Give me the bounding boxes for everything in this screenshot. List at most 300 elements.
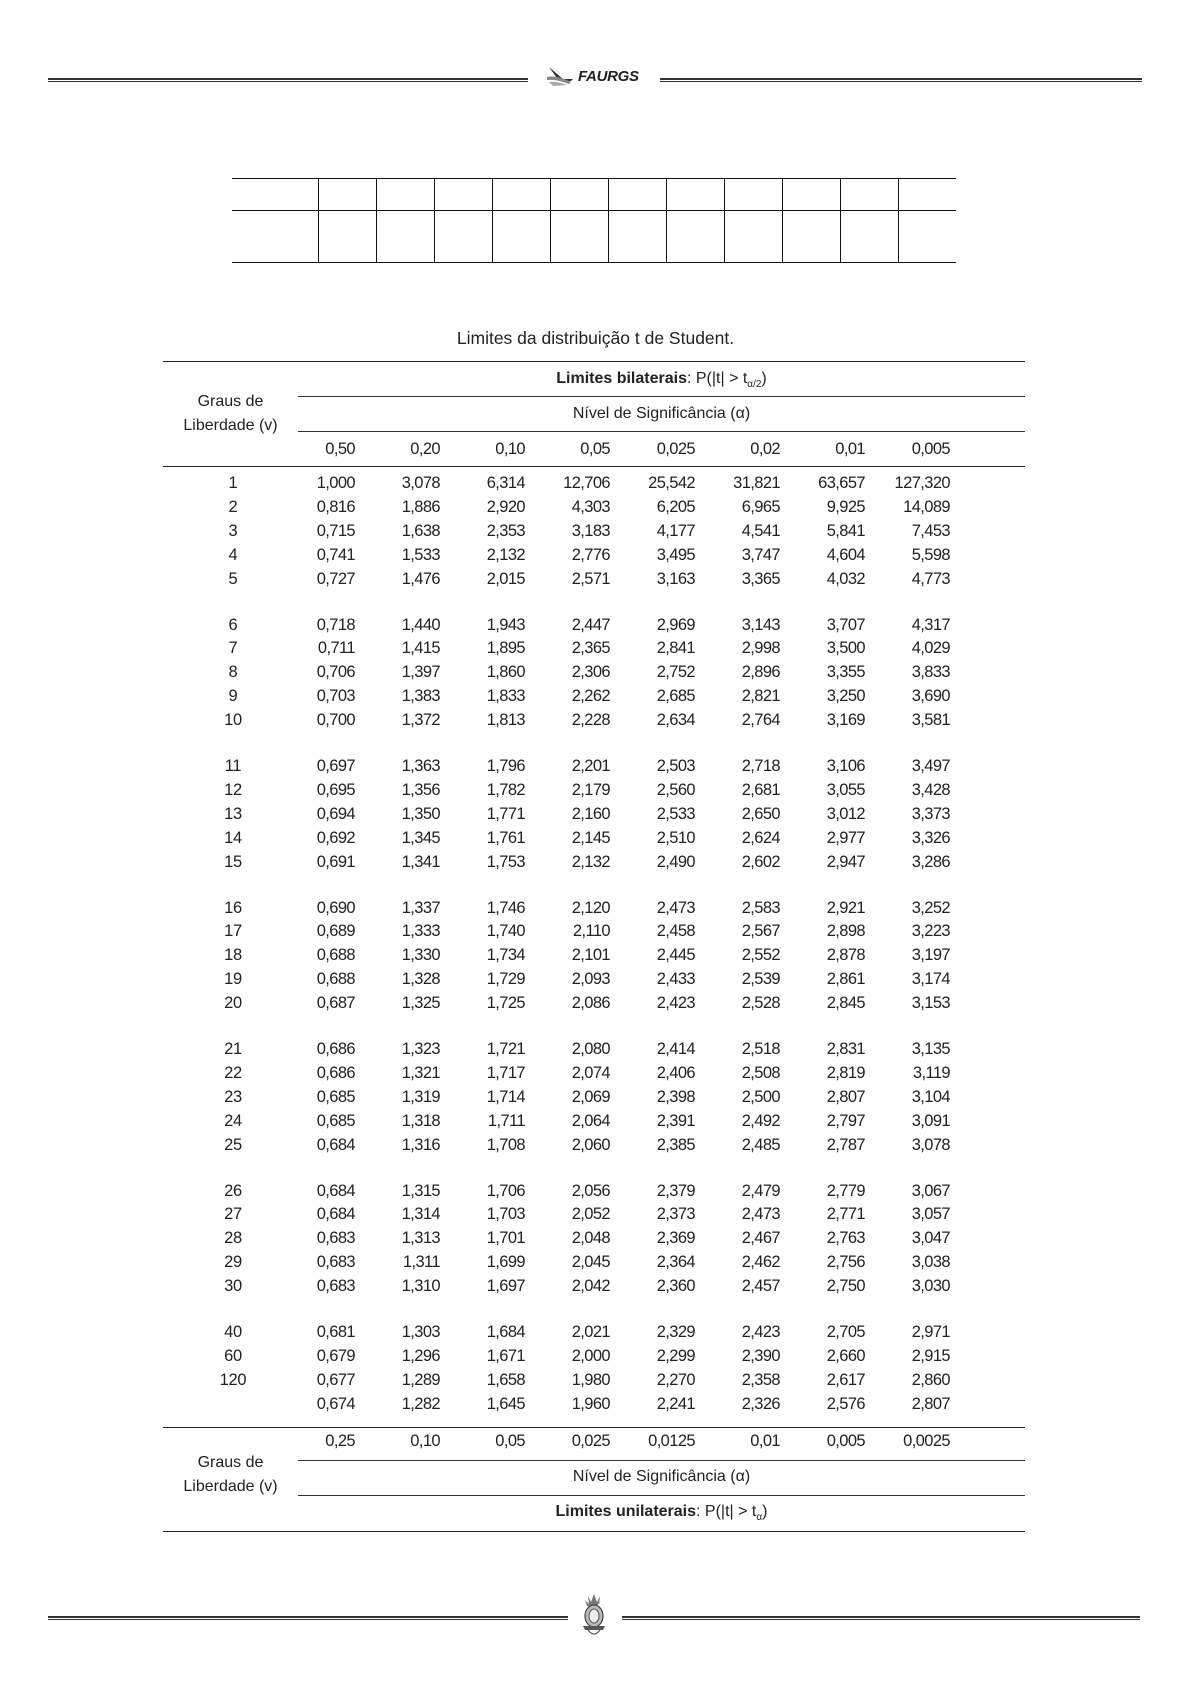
cell: 2,015 [486,569,525,588]
cell: 2,771 [826,1205,865,1224]
cell: 3,057 [911,1205,950,1224]
df-cell: 22 [224,1063,242,1082]
cell: 2,533 [656,804,695,823]
table-row [163,522,1025,546]
df-label-top: Graus de Liberdade (v) [183,393,278,434]
cell: 5,598 [911,545,950,564]
cell: 0,692 [316,828,355,847]
cell: 2,492 [741,1111,780,1130]
faurgs-logo [545,62,655,90]
cell: 3,500 [826,639,865,658]
cell: 127,320 [894,474,950,492]
cell: 3,078 [401,474,440,492]
cell: 2,021 [571,1323,610,1341]
table-row [163,546,1025,570]
cell: 1,333 [401,922,440,941]
cell: 4,604 [826,545,865,564]
cell: 1,761 [486,828,525,847]
cell: 31,821 [733,474,780,492]
cell: 2,086 [571,994,610,1013]
cell: 2,145 [571,828,610,847]
df-cell: 10 [224,711,242,730]
cell: 63,657 [818,474,865,492]
cell: 0,715 [316,521,355,540]
cell: 3,428 [911,780,950,799]
df-cell: 8 [228,663,238,682]
cell: 1,725 [486,994,525,1013]
cell: 1,341 [401,852,440,871]
cell: 0,005 [911,440,950,458]
cell: 2,379 [656,1181,695,1200]
df-cell: 9 [228,687,238,706]
cell: 2,860 [911,1370,950,1389]
cell: 2,353 [486,521,525,540]
cell: 2,831 [826,1040,865,1058]
cell: 1,782 [486,780,525,799]
df-cell: 14 [224,828,242,847]
cell: 1,729 [486,970,525,989]
cell: 1,701 [486,1229,525,1248]
cell: 2,160 [571,804,610,823]
cell: 2,779 [826,1181,865,1200]
cell: 0,690 [316,898,355,917]
cell: 1,886 [401,497,440,516]
cell: 2,074 [571,1063,610,1082]
cell: 1,717 [486,1063,525,1082]
footer-rule-right [622,1616,1140,1620]
table-row [163,781,1025,805]
cell: 0,700 [316,711,355,730]
cell: 1,303 [401,1323,440,1341]
cell: 0,674 [316,1394,355,1413]
cell: 1,350 [401,804,440,823]
cell: 2,132 [486,545,525,564]
cell: 2,947 [826,852,865,871]
cell: 1,310 [401,1277,440,1296]
cell: 3,169 [826,711,865,730]
table-row [163,1395,1025,1419]
cell: 1,711 [487,1111,525,1130]
cell: 2,069 [571,1087,610,1106]
cell: 2,797 [826,1111,865,1130]
cell: 0,683 [316,1253,355,1272]
cell: 1,315 [401,1181,440,1200]
cell: 2,764 [741,711,780,730]
df-cell: 23 [224,1087,242,1106]
cell: 0,684 [316,1135,355,1154]
cell: 6,205 [656,497,695,516]
cell: 3,163 [656,569,695,588]
table-row [163,994,1025,1018]
cell: 3,197 [911,946,950,965]
significance-label-bottom: Nível de Significância (α) [572,1468,751,1485]
cell: 2,510 [656,828,695,847]
table-row [163,616,1025,640]
table-row [163,1323,1025,1347]
cell: 2,500 [741,1087,780,1106]
df-label-bottom: Graus de Liberdade (v) [183,1454,278,1495]
df-cell: 3 [228,521,238,540]
cell: 2,373 [656,1205,695,1224]
cell: 2,398 [656,1087,695,1106]
cell: 2,445 [656,946,695,965]
cell: 2,650 [741,804,780,823]
cell: 1,330 [401,946,440,965]
cell: 2,270 [656,1370,695,1389]
df-cell: 25 [224,1135,242,1154]
cell: 2,490 [656,852,695,871]
cell: 3,183 [571,521,610,540]
cell: 3,091 [911,1111,950,1130]
cell: 2,718 [741,757,780,775]
cell: 2,977 [826,828,865,847]
table-row [163,498,1025,522]
cell: 2,479 [741,1181,780,1200]
cell: 0,681 [316,1323,355,1341]
df-cell: 40 [224,1323,242,1341]
df-cell: 30 [224,1277,242,1296]
cell: 5,841 [826,521,865,540]
table-row [163,829,1025,853]
cell: 2,915 [911,1346,950,1365]
cell: 2,060 [571,1135,610,1154]
cell: 2,064 [571,1111,610,1130]
header-rule-left [48,78,528,82]
cell: 2,776 [571,545,610,564]
cell: 0,687 [316,994,355,1013]
cell: 2,365 [571,639,610,658]
cell: 0,50 [325,440,355,458]
cell: 0,691 [316,852,355,871]
cell: 0,686 [316,1063,355,1082]
cell: 3,250 [826,687,865,706]
cell: 4,773 [911,569,950,588]
cell: 2,369 [656,1229,695,1248]
cell: 1,943 [486,615,525,634]
cell: 2,518 [741,1040,780,1058]
cell: 1,833 [486,687,525,706]
cell: 2,787 [826,1135,865,1154]
cell: 0,679 [316,1346,355,1365]
df-cell: 5 [228,569,238,588]
cell: 2,423 [741,1323,780,1341]
cell: 0,688 [316,970,355,989]
cell: 2,624 [741,828,780,847]
table-row [163,639,1025,663]
cell: 3,104 [911,1087,950,1106]
cell: 2,048 [571,1229,610,1248]
cell: 0,686 [316,1040,355,1058]
cell: 1,440 [401,615,440,634]
df-cell: 1 [228,474,238,492]
cell: 1,316 [401,1135,440,1154]
cell: 0,25 [325,1432,355,1450]
cell: 2,681 [741,780,780,799]
cell: 0,703 [316,687,355,706]
cell: 2,602 [741,852,780,871]
faurgs-swoosh-icon [545,65,575,87]
cell: 1,706 [486,1181,525,1200]
df-cell: 24 [224,1111,242,1130]
df-cell: 29 [224,1253,242,1272]
df-cell: 60 [224,1346,242,1365]
cell: 1,703 [486,1205,525,1224]
cell: 6,965 [741,497,780,516]
cell: 2,056 [571,1181,610,1200]
cell: 1,318 [401,1111,440,1130]
cell: 1,282 [401,1394,440,1413]
cell: 2,998 [741,639,780,658]
cell: 3,326 [911,828,950,847]
cell: 2,969 [656,615,695,634]
df-cell: 17 [224,922,242,941]
cell: 2,861 [826,970,865,989]
state-crest-icon [577,1592,611,1638]
cell: 6,314 [486,474,525,492]
cell: 2,201 [571,757,610,775]
bilateral-alpha-row [163,440,1025,464]
cell: 2,101 [571,946,610,965]
cell: 2,473 [741,1205,780,1224]
cell: 2,571 [571,569,610,588]
cell: 1,533 [401,545,440,564]
cell: 1,699 [486,1253,525,1272]
cell: 4,032 [826,569,865,588]
cell: 3,135 [911,1040,950,1058]
cell: 2,508 [741,1063,780,1082]
cell: 3,078 [911,1135,950,1154]
cell: 2,896 [741,663,780,682]
cell: 2,447 [571,615,610,634]
cell: 2,705 [826,1323,865,1341]
cell: 2,045 [571,1253,610,1272]
table-row [163,1347,1025,1371]
cell: 4,317 [911,615,950,634]
table-row [163,687,1025,711]
cell: 2,391 [656,1111,695,1130]
cell: 1,328 [401,970,440,989]
cell: 2,423 [656,994,695,1013]
cell: 1,321 [401,1063,440,1082]
cell: 1,415 [401,639,440,658]
cell: 3,174 [911,970,950,989]
cell: 2,763 [826,1229,865,1248]
cell: 12,706 [563,474,610,492]
cell: 2,485 [741,1135,780,1154]
cell: 0,694 [316,804,355,823]
cell: 2,132 [571,852,610,871]
cell: 0,688 [316,946,355,965]
footer-rule-left [48,1616,568,1620]
cell: 2,528 [741,994,780,1013]
cell: 0,05 [495,1432,525,1450]
cell: 3,495 [656,545,695,564]
cell: 3,055 [826,780,865,799]
cell: 2,120 [571,898,610,917]
cell: 0,10 [410,1432,440,1450]
cell: 2,457 [741,1277,780,1296]
cell: 2,898 [826,922,865,941]
cell: 0,727 [316,569,355,588]
cell: 2,750 [826,1277,865,1296]
cell: 2,539 [741,970,780,989]
cell: 1,311 [402,1253,440,1272]
cell: 2,458 [656,922,695,941]
cell: 2,634 [656,711,695,730]
df-cell: 16 [224,898,242,917]
table-row [163,1064,1025,1088]
cell: 1,980 [571,1370,610,1389]
table-row [163,1205,1025,1229]
cell: 0,677 [316,1370,355,1389]
cell: 0,025 [571,1432,610,1450]
cell: 0,025 [656,440,695,458]
cell: 2,560 [656,780,695,799]
cell: 1,714 [486,1087,525,1106]
cell: 1,372 [401,711,440,730]
cell: 3,106 [826,757,865,775]
cell: 3,747 [741,545,780,564]
table-row [163,1088,1025,1112]
table-row [163,946,1025,970]
table-row [163,1253,1025,1277]
cell: 1,397 [401,663,440,682]
df-cell: 28 [224,1229,242,1248]
table-row [163,805,1025,829]
df-cell: 18 [224,946,242,965]
cell: 3,373 [911,804,950,823]
cell: 1,000 [316,474,355,492]
df-cell: 15 [224,852,242,871]
cell: 1,337 [401,898,440,917]
cell: 2,617 [826,1370,865,1389]
cell: 0,718 [316,615,355,634]
cell: 0,711 [317,639,355,658]
cell: 0,01 [835,440,865,458]
cell: 1,740 [486,922,525,941]
df-cell: 26 [224,1181,242,1200]
df-cell: 27 [224,1205,242,1224]
cell: 3,038 [911,1253,950,1272]
table-row [163,663,1025,687]
cell: 1,721 [486,1040,525,1058]
cell: 2,385 [656,1135,695,1154]
cell: 2,503 [656,757,695,775]
df-cell: 7 [228,639,238,658]
cell: 0,695 [316,780,355,799]
df-cell: 19 [224,970,242,989]
table-row [163,1040,1025,1064]
cell: 2,971 [911,1323,950,1341]
cell: 2,921 [826,898,865,917]
cell: 4,029 [911,639,950,658]
df-cell: 12 [224,780,242,799]
cell: 1,796 [486,757,525,775]
logo-text: FAURGS [578,67,639,85]
table-row [163,1136,1025,1160]
cell: 1,383 [401,687,440,706]
cell: 1,697 [486,1277,525,1296]
table-row [163,1371,1025,1395]
significance-label-top: Nível de Significância (α) [572,405,751,422]
cell: 2,845 [826,994,865,1013]
cell: 2,807 [911,1394,950,1413]
df-cell: 2 [228,497,238,516]
cell: 1,313 [401,1229,440,1248]
cell: 3,030 [911,1277,950,1296]
cell: 2,110 [572,922,610,941]
cell: 1,319 [401,1087,440,1106]
cell: 1,356 [401,780,440,799]
cell: 3,365 [741,569,780,588]
df-cell: 120 [219,1370,247,1389]
cell: 2,567 [741,922,780,941]
cell: 3,012 [826,804,865,823]
cell: 2,685 [656,687,695,706]
cell: 0,684 [316,1181,355,1200]
cell: 2,179 [571,780,610,799]
cell: 1,645 [486,1394,525,1413]
cell: 2,406 [656,1063,695,1082]
cell: 0,683 [316,1277,355,1296]
cell: 2,093 [571,970,610,989]
table-row [163,570,1025,594]
cell: 1,476 [401,569,440,588]
cell: 3,690 [911,687,950,706]
cell: 3,833 [911,663,950,682]
cell: 1,895 [486,639,525,658]
cell: 1,960 [571,1394,610,1413]
cell: 3,143 [741,615,780,634]
cell: 2,414 [656,1040,695,1058]
cell: 2,358 [741,1370,780,1389]
cell: 2,433 [656,970,695,989]
cell: 7,453 [911,521,950,540]
cell: 2,473 [656,898,695,917]
bilateral-heading: Limites bilaterais: $P(|t| > t_{\alpha/2})$ [556,370,767,391]
unilateral-heading: Limites unilaterais: $P(|t| > t_\alpha)$ [555,1503,768,1524]
cell: 2,920 [486,497,525,516]
cell: 14,089 [903,497,950,516]
cell: 2,756 [826,1253,865,1272]
cell: 2,841 [656,639,695,658]
cell: 3,223 [911,922,950,941]
df-cell: 4 [228,545,238,564]
cell: 3,581 [911,711,950,730]
cell: 2,000 [571,1346,610,1365]
cell: 2,390 [741,1346,780,1365]
table-row [163,853,1025,877]
cell: 2,364 [656,1253,695,1272]
table-row [163,1277,1025,1301]
answer-grid [232,178,956,263]
df-cell: 21 [224,1040,242,1058]
cell: 1,325 [401,994,440,1013]
cell: 0,706 [316,663,355,682]
cell: 1,323 [401,1040,440,1058]
cell: 0,0025 [903,1432,950,1450]
df-cell: 6 [228,615,238,634]
cell: 4,303 [571,497,610,516]
cell: 3,047 [911,1229,950,1248]
cell: 0,697 [316,757,355,775]
cell: 2,080 [571,1040,610,1058]
table-row [163,1229,1025,1253]
cell: 0,684 [316,1205,355,1224]
header-rule-right [660,78,1142,82]
cell: 1,753 [486,852,525,871]
cell: 1,708 [486,1135,525,1154]
